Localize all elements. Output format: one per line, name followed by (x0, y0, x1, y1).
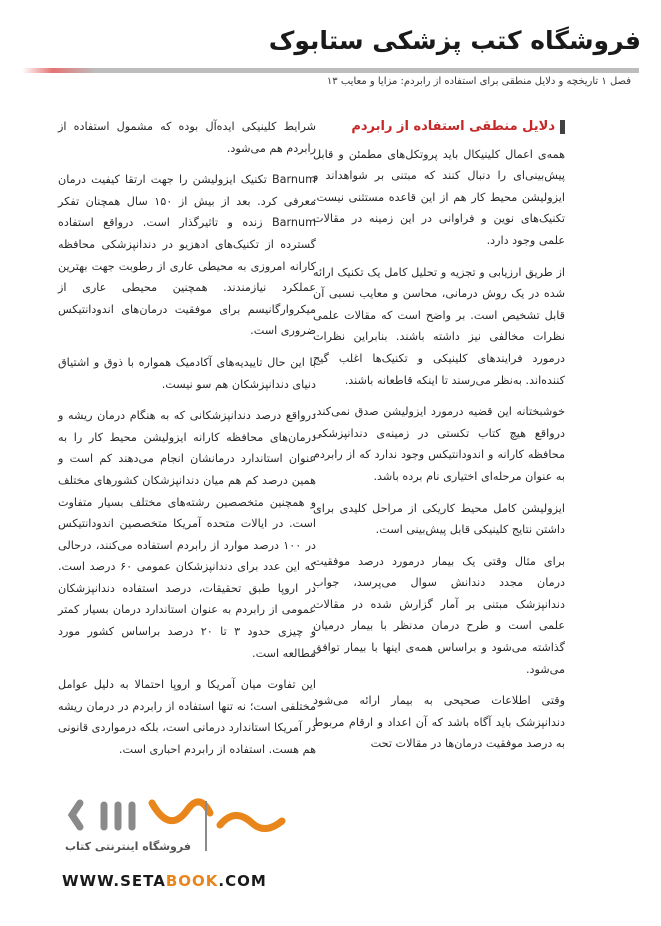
url-prefix: WWW.SETA (62, 872, 166, 890)
right-column (313, 116, 565, 765)
paragraph: Barnum تکنیک ایزولیشن را جهت ارتقا کیفیت درمان معرفی کرد. بعد از بیش از ۱۵۰ سال همچنان تفکر Barnum زنده و تاثیرگذار است. درواقع استفاده گسترده از تکنیک‌های ادهزیو در دندانپزشکی محافظه کارانه امروزی به محیطی عاری از رطوبت جهت بهترین عملکرد نیازمندند. همچنین محیطی عاری از میکروارگانیسم برای موفقیت درمان‌های اندودانتیکس ضروری است. (58, 173, 316, 338)
footer-url (62, 872, 267, 890)
paragraph: خوشبختانه این قضیه درمورد ایزولیشن صدق نمی‌کند. درواقع هیچ کتاب تکستی در زمینه‌ی دندانپزشکی محافظه کارانه و اندودانتیکس وجود ندارد که از رابردم به عنوان مرحله‌ای اختیاری نام برده باشد. (313, 405, 565, 483)
watermark-tagline: فروشگاه اینترنتی کتاب (65, 840, 191, 853)
paragraph: برای مثال وقتی یک بیمار درمورد درصد موفقیت درمان مجدد دندانش سوال می‌پرسد، جواب دندانپزشک مبتنی بر آمار گزارش شده در مقالات علمی است و طرح درمان مدنظر با بیمار درمیان گذاشته می‌شود و براساس همه‌ی اینها با بیمار توافق می‌شود. (313, 554, 565, 676)
left-column (58, 116, 316, 771)
paragraph: با این حال تاییدیه‌های آکادمیک همواره با ذوق و اشتیاق دنیای دندانپزشکان هم سو نیست. (58, 355, 316, 391)
paragraph: از طریق ارزیابی و تجزیه و تحلیل کامل یک تکنیک ارائه شده در یک روش درمانی، محاسن و معایب نسبی آن قابل تشخیص است. بر واضح است که مقالات علمی نظرات مخالفی نیز داشته باشند. بنابراین نظرات درمورد فرایندهای کلینیکی و تکنیک‌ها اغلب گیج کننده‌اند. به‌نظر می‌رسند تا اینکه قاطعانه باشند. (313, 265, 565, 387)
paragraph: ایزولیشن کامل محیط کاریکی از مراحل کلیدی برای داشتن نتایج کلینیکی قابل پیش‌بینی است. (313, 501, 565, 537)
section-heading-text: دلایل منطقی استفاده از رابردم (351, 119, 555, 134)
heading-bar (560, 120, 565, 134)
paragraph: همه‌ی اعمال کلینیکال باید پروتکل‌های مطمئن و قابل پیش‌بینی‌ای را دنبال کنند که مبتنی بر شواهداند و ایزولیشن محیط کار هم از این قاعده مستثنی نیست. تکنیک‌های نوین و فراوانی در این زمینه در مقالات علمی وجود دارد. (313, 147, 565, 247)
paragraph: این تفاوت میان آمریکا و اروپا احتمالا به دلیل عوامل مختلفی است؛ نه تنها استفاده از رابردم در درمان ریشه در آمریکا استاندارد درمانی است، بلکه درمواردی قانونی هم هست. استفاده از رابردم احباری است. (58, 678, 316, 757)
paragraph: درواقع درصد دندانپزشکانی که به هنگام درمان ریشه و درمان‌های محافظه کارانه ایزولیشن محیط کار را به عنوان استاندارد درمانشان انجام می‌دهند کم است و همین درصد کم هم میان دندانپزشکان کشورهای مختلف و همچنین متخصصین رشته‌های مختلف بسیار متفاوت است. در ایالات متحده آمریکا متخصصین اندودانتیکس در ۱۰۰ درصد موارد از رابردم استفاده می‌کنند، درحالی که این عدد برای دندانپزشکان عمومی ۶۰ درصد است. در اروپا طبق تحقیقات، درصد استفاده دندانپزشکان عمومی از رابردم به عنوان استاندارد درمان بسیار کمتر و چیزی حدود ۳ تا ۲۰ درصد براساس کشور مورد مطالعه است. (58, 409, 317, 660)
url-suffix: .COM (218, 872, 267, 890)
header-rule (22, 68, 639, 73)
running-header: فصل ۱ تاریخچه و دلایل منطقی برای استفاده از رابردم: مزایا و معایب ۱۳ (326, 76, 631, 87)
store-title: فروشگاه کتب پزشکی ستابوک (268, 26, 641, 55)
url-highlight: BOOK (165, 872, 219, 890)
paragraph: شرایط کلینیکی ایده‌آل بوده که مشمول استفاده از رابردم هم می‌شود. (58, 120, 316, 155)
section-heading (313, 116, 565, 138)
paragraph: وقتی اطلاعات صحیحی به بیمار ارائه می‌شود دندانپزشک باید آگاه باشد که آن اعداد و ارقام مربوط به درصد موفقیت درمان‌ها در مقالات تحت (313, 694, 565, 751)
